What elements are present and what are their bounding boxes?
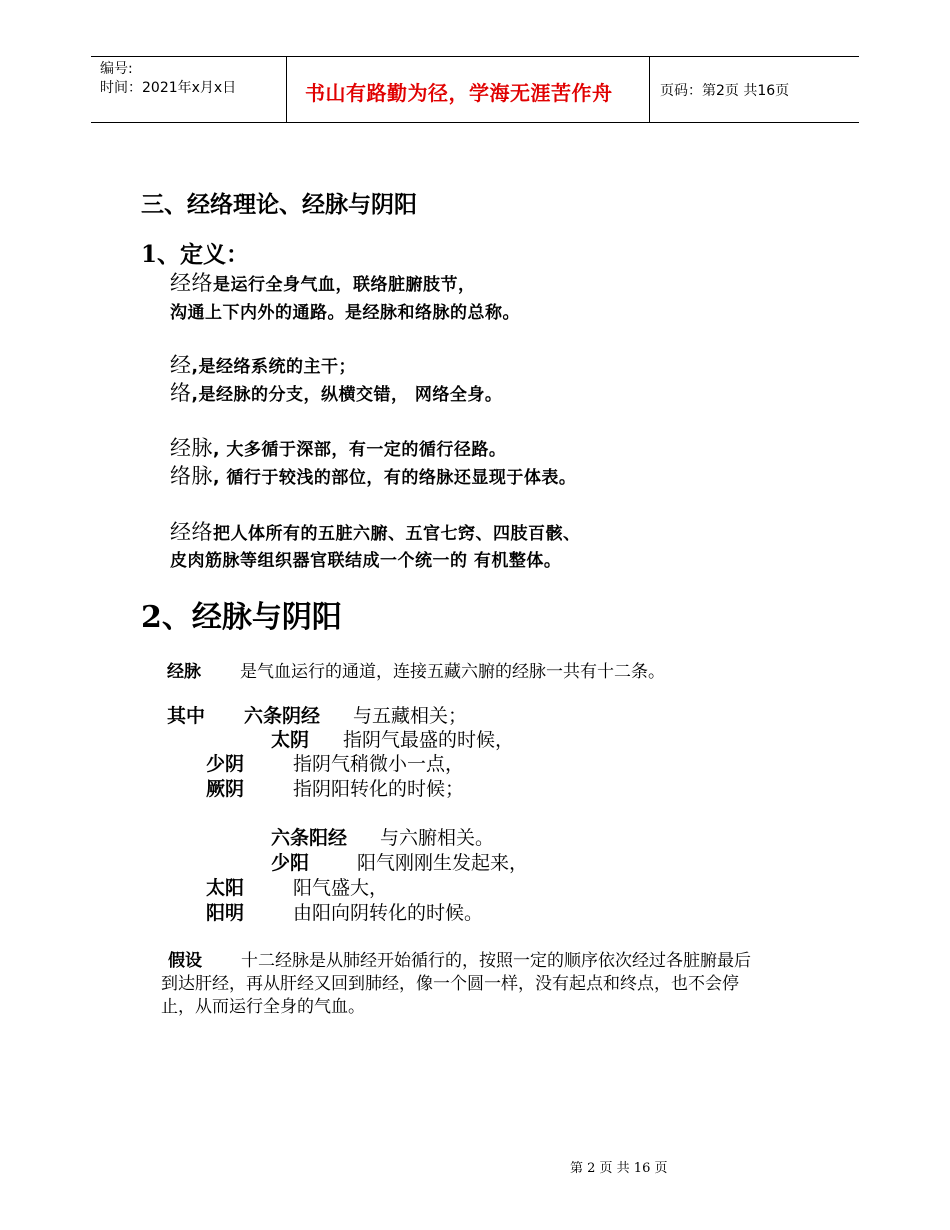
header-motto: 书山有路勤为径，学海无涯苦作舟 (305, 81, 613, 105)
definition-jingmai-line: 经脉, 大多循于深部，有一定的循行径路。 (170, 436, 507, 460)
header-time-label: 时间：2021年x月x日 (100, 80, 237, 96)
definition-para-1-line-2: 沟通上下内外的通路。是经脉和络脉的总称。 (170, 303, 520, 323)
yang-group-desc: 与六腑相关。 (380, 827, 495, 849)
header-divider-right (649, 57, 650, 123)
yangming-desc: 由阳向阴转化的时候。 (293, 902, 484, 924)
hypothesis-line-1: 十二经脉是从肺经开始循行的，按照一定的顺序依次经过各脏腑最后 (241, 951, 751, 971)
taiyang-label: 太阳 (206, 877, 245, 899)
shaoyin-desc: 指阴气稍微小一点， (293, 753, 465, 775)
yinyang-heading: 2、经脉与阴阳 (141, 600, 342, 635)
term-luomai: 络脉 (170, 464, 213, 488)
header-page-info: 页码：第2页 共16页 (660, 83, 790, 99)
header-bottom-rule (91, 122, 859, 123)
shaoyang-desc: 阳气刚刚生发起来， (357, 852, 529, 874)
term-luo: 络 (170, 381, 192, 405)
definition-para-4-line-2: 皮肉筋脉等组织器官联结成一个统一的 有机整体。 (170, 551, 562, 571)
term-jingluo-2: 经络 (170, 520, 213, 544)
term-jingluo: 经络 (170, 271, 213, 295)
yangming-label: 阳明 (206, 902, 245, 924)
taiyin-desc: 指阴气最盛的时候， (343, 729, 515, 751)
definition-luomai-line: 络脉, 循行于较浅的部位，有的络脉还显现于体表。 (170, 464, 577, 488)
yin-group-label: 六条阴经 (244, 705, 321, 727)
intro-text: 是气血运行的通道，连接五藏六腑的经脉一共有十二条。 (240, 662, 665, 682)
hypothesis-line-3: 止，从而运行全身的气血。 (161, 997, 365, 1017)
term-jingmai: 经脉 (170, 436, 213, 460)
section-title: 三、经络理论、经脉与阴阳 (141, 192, 417, 218)
definition-para-4-line-1: 经络把人体所有的五脏六腑、五官七窍、四肢百骸、 (170, 520, 581, 544)
definition-heading: 1、定义： (141, 241, 250, 268)
hypothesis-term: 假设 (168, 951, 202, 971)
taiyin-label: 太阴 (271, 729, 310, 751)
hypothesis-line-2: 到达肝经，再从肝经又回到肺经，像一个圆一样，没有起点和终点，也不会停 (161, 974, 739, 994)
jueyin-desc: 指阴阳转化的时候； (293, 778, 465, 800)
yin-group-desc: 与五藏相关； (353, 705, 468, 727)
shaoyang-label: 少阳 (271, 852, 310, 874)
taiyang-desc: 阳气盛大， (293, 877, 389, 899)
qizhong-label: 其中 (167, 705, 206, 727)
term-jing: 经 (170, 353, 192, 377)
yang-group-label: 六条阳经 (271, 827, 348, 849)
definition-para-1-line-1: 经络是运行全身气血，联络脏腑肢节， (170, 271, 476, 295)
header-number-label: 编号: (100, 61, 133, 77)
definition-jing-line: 经,是经络系统的主干； (170, 353, 356, 377)
definition-luo-line: 络,是经脉的分支，纵横交错， 网络全身。 (170, 381, 503, 405)
header-divider-left (286, 57, 287, 123)
intro-term: 经脉 (167, 662, 201, 682)
page-footer: 第 2 页 共 16 页 (570, 1161, 668, 1176)
header-top-rule (91, 56, 859, 57)
jueyin-label: 厥阴 (206, 778, 245, 800)
shaoyin-label: 少阴 (206, 753, 245, 775)
